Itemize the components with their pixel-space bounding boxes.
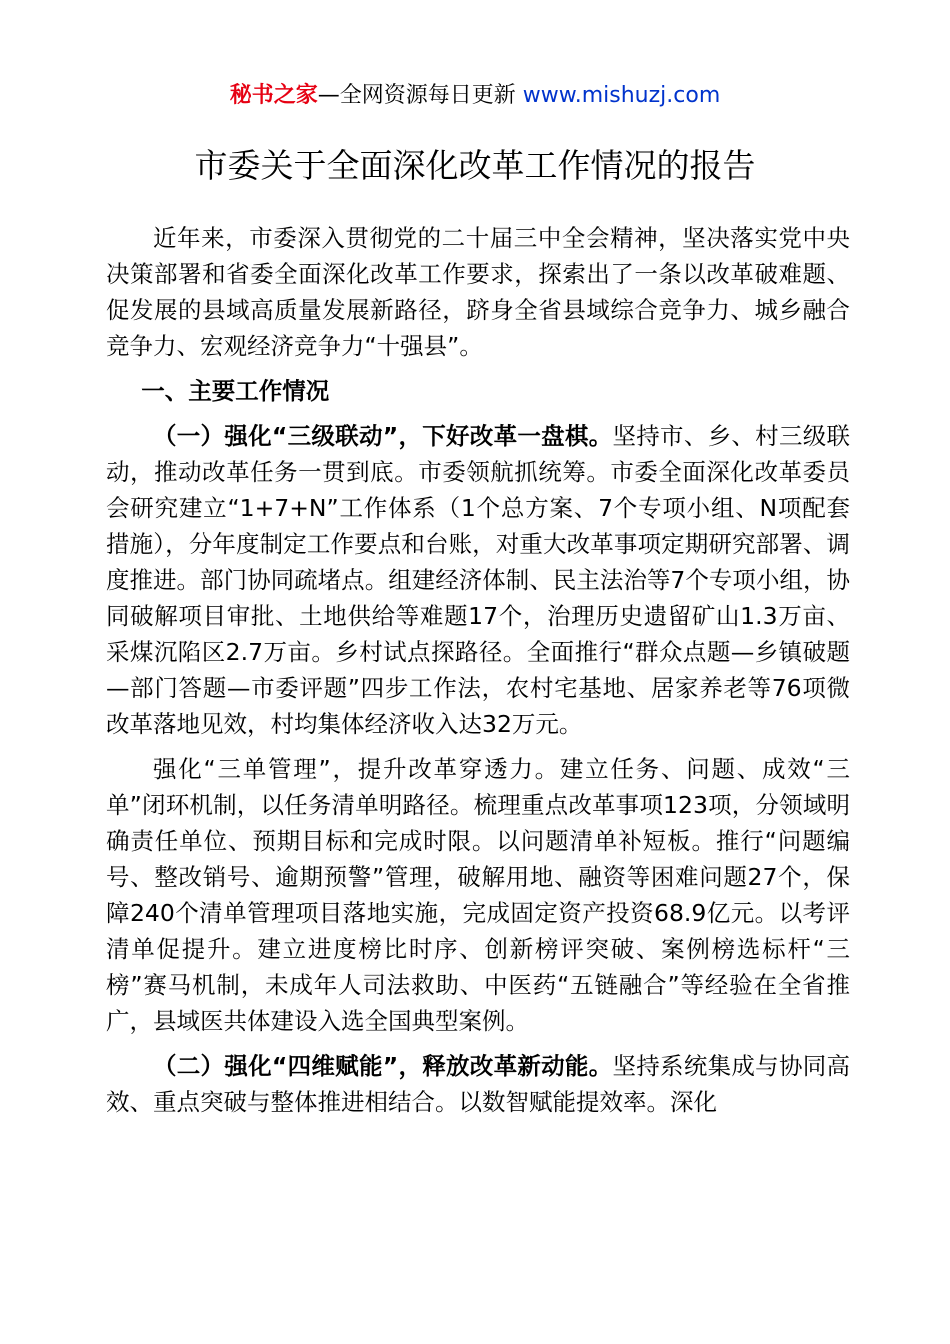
section-heading: 一、主要工作情况	[141, 377, 330, 405]
item-body-1: 坚持市、乡、村三级联动，推动改革任务一贯到底。市委领航抓统筹。市委全面深化改革委员会研究建立“1+7+N”工作体系（1个总方案、7个专项小组、N项配套措施），分年度制定工作要点和台账，对重大改革事项定期研究部署、调度推进。部门协同疏堵点。组建经济体制、民主法治等7个专项小组，协同破解项目审批、土地供给等难题17个，治理历史遗留矿山1.3万亩、采煤沉陷区2.7万亩。乡村试点探路径。全面推行“群众点题—乡镇破题—部门答题—市委评题”四步工作法，农村宅基地、居家养老等76项微改革落地见效，村均集体经济收入达32万元。	[106, 422, 851, 738]
document-body	[106, 220, 850, 1129]
item-paragraph-1	[106, 418, 850, 742]
header-tagline: —全网资源每日更新	[317, 83, 516, 108]
item-lead-3: （二）强化“四维赋能”，释放改革新动能。	[153, 1052, 613, 1080]
item-body-3: 坚持系统集成与协同高效、重点突破与整体推进相结合。以数智赋能提效率。深化	[106, 1052, 851, 1116]
brand-name: 秘书之家	[229, 83, 318, 108]
item-lead-1: （一）强化“三级联动”，下好改革一盘棋。	[153, 422, 613, 450]
site-header	[0, 80, 950, 112]
item-paragraph-3	[106, 1048, 850, 1120]
intro-paragraph: 近年来，市委深入贯彻党的二十届三中全会精神，坚决落实党中央决策部署和省委全面深化改革工作要求，探索出了一条以改革破难题、促发展的县域高质量发展新路径，跻身全省县域综合竞争力、城乡融合竞争力、宏观经济竞争力“十强县”。	[106, 224, 850, 360]
document-title: 市委关于全面深化改革工作情况的报告	[194, 146, 756, 185]
item-paragraph-2: 强化“三单管理”，提升改革穿透力。建立任务、问题、成效“三单”闭环机制，以任务清单明路径。梳理重点改革事项123项，分领域明确责任单位、预期目标和完成时限。以问题清单补短板。推行“问题编号、整改销号、逾期预警”管理，破解用地、融资等困难问题27个，保障240个清单管理项目落地实施，完成固定资产投资68.9亿元。以考评清单促提升。建立进度榜比时序、创新榜评突破、案例榜选标杆“三榜”赛马机制，未成年人司法救助、中医药“五链融合”等经验在全省推广，县域医共体建设入选全国典型案例。	[106, 755, 850, 1035]
site-url-link[interactable]: www.mishuzj.com	[522, 83, 721, 108]
